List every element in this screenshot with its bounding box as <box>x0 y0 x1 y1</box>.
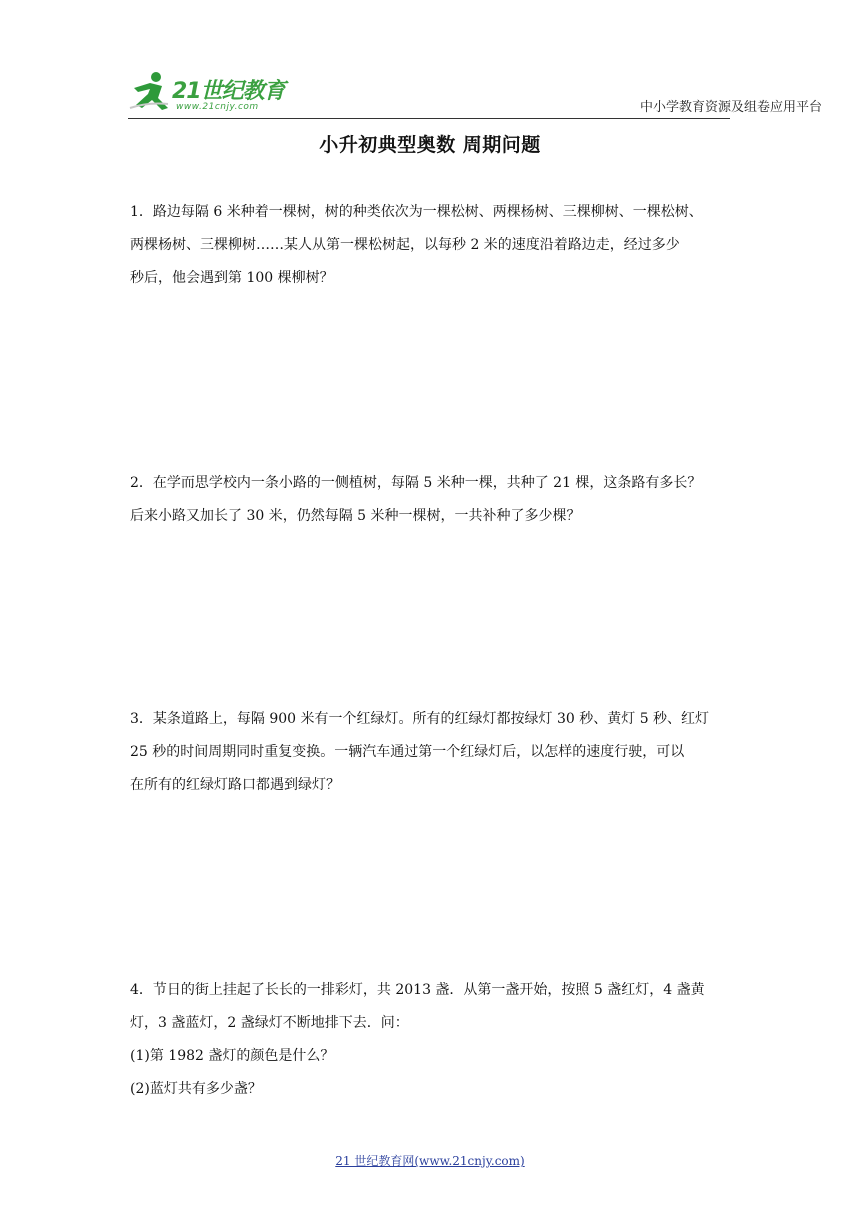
question-2 <box>130 467 730 533</box>
page-footer <box>0 1152 860 1169</box>
question-line: 在所有的红绿灯路口都遇到绿灯？ <box>130 777 340 793</box>
question-1 <box>130 196 730 295</box>
header-platform-text: 中小学教育资源及组卷应用平台 <box>639 100 822 115</box>
question-line: (1)第 1982 盏灯的颜色是什么？ <box>130 1048 335 1064</box>
logo <box>128 68 298 116</box>
question-line: 两棵杨树、三棵柳树……某人从第一棵松树起，以每秒 2 米的速度沿着路边走，经过多少 <box>130 237 680 253</box>
page-header <box>128 64 822 120</box>
logo-text: 21世纪教育 <box>172 79 285 104</box>
question-line: (2)蓝灯共有多少盏？ <box>130 1081 262 1097</box>
question-line: 灯，3 盏蓝灯，2 盏绿灯不断地排下去．问： <box>130 1015 409 1031</box>
question-line: 2．在学而思学校内一条小路的一侧植树，每隔 5 米种一棵，共种了 21 棵，这条路有多长？ <box>130 475 702 491</box>
header-divider <box>128 118 730 119</box>
question-line: 秒后，他会遇到第 100 棵柳树？ <box>130 270 334 286</box>
question-line: 后来小路又加长了 30 米，仍然每隔 5 米种一棵树，一共补种了多少棵？ <box>130 508 581 524</box>
question-3 <box>130 703 730 802</box>
question-line: 1．路边每隔 6 米种着一棵树，树的种类依次为一棵松树、两棵杨树、三棵柳树、一棵松树、 <box>130 204 703 220</box>
logo-url: www.21cnjy.com <box>176 102 259 112</box>
question-4 <box>130 974 730 1106</box>
question-line: 3．某条道路上，每隔 900 米有一个红绿灯。所有的红绿灯都按绿灯 30 秒、黄灯 5 秒、红灯 <box>130 711 710 727</box>
footer-link[interactable]: 21 世纪教育网(www.21cnjy.com) <box>335 1154 525 1168</box>
question-line: 4．节日的街上挂起了长长的一排彩灯，共 2013 盏．从第一盏开始，按照 5 盏红灯，4 盏黄 <box>130 982 705 998</box>
page-title: 小升初典型奥数 周期问题 <box>319 134 541 156</box>
question-line: 25 秒的时间周期同时重复变换。一辆汽车通过第一个红绿灯后，以怎样的速度行驶，可以 <box>130 744 685 760</box>
